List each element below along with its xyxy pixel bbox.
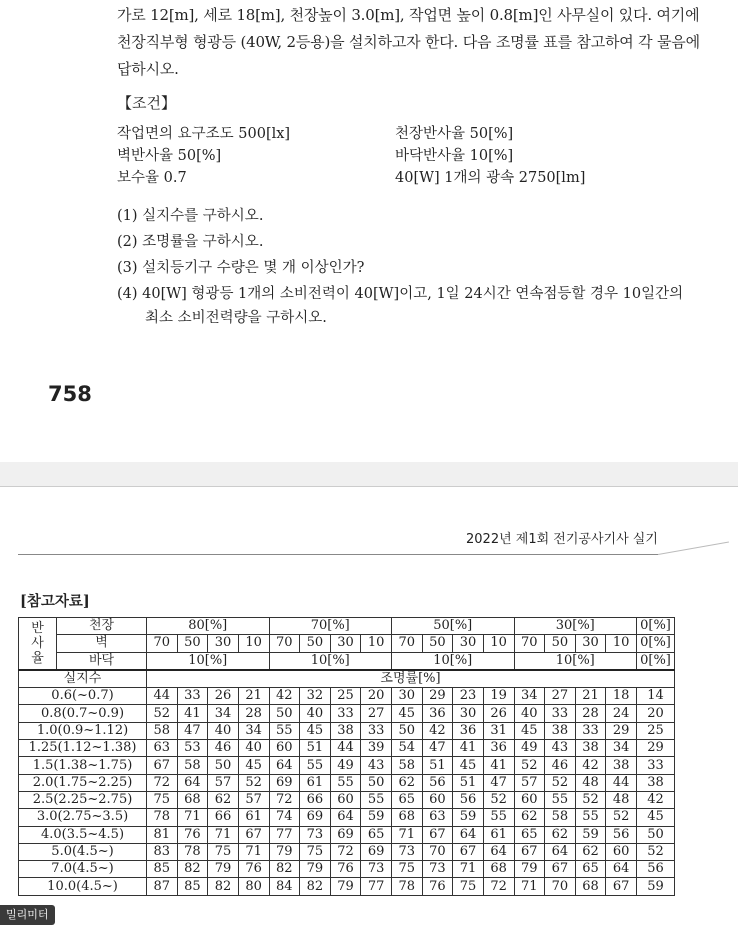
utilization-cell: 73 [300, 826, 331, 843]
room-index-header: 실지수 [19, 670, 147, 688]
utilization-cell: 82 [269, 861, 300, 878]
ceiling-group-70: 70[%] [269, 618, 392, 635]
utilization-cell: 71 [453, 861, 484, 878]
utilization-cell: 38 [330, 722, 361, 739]
utilization-cell: 76 [177, 826, 208, 843]
utilization-cell: 55 [483, 809, 514, 826]
utilization-cell: 24 [606, 705, 637, 722]
wall-value: 10 [606, 635, 637, 652]
floor-group: 10[%] [147, 652, 270, 670]
wall-value: 30 [330, 635, 361, 652]
utilization-cell: 71 [238, 843, 269, 860]
problem-text: 가로 12[m], 세로 18[m], 천장높이 3.0[m], 작업면 높이 0.8[m]인 사무실이 있다. 여기에 천장직부형 형광등 (40W, 2등용)을 설치하고자 한다. 다음 조명률 표를 참고하여 각 물음에 답하시오. [117, 6, 700, 78]
reference-title: [참고자료] [20, 593, 90, 610]
table-row [19, 688, 675, 705]
condition-maintenance-factor: 보수율 0.7 [117, 170, 187, 186]
ceiling-group-50: 50[%] [392, 618, 515, 635]
utilization-cell: 73 [422, 861, 453, 878]
room-index-cell: 10.0(4.5~) [19, 878, 147, 895]
utilization-cell: 50 [392, 722, 423, 739]
utilization-cell: 51 [422, 757, 453, 774]
utilization-cell: 62 [514, 809, 545, 826]
utilization-cell: 75 [208, 843, 239, 860]
utilization-cell: 59 [361, 809, 392, 826]
utilization-cell: 70 [545, 878, 576, 895]
table-row [19, 826, 675, 843]
utilization-cell: 52 [606, 809, 637, 826]
utilization-cell: 41 [453, 740, 484, 757]
condition-ceiling-reflectance: 천장반사율 50[%] [395, 126, 514, 142]
utilization-cell: 74 [269, 809, 300, 826]
utilization-cell: 47 [422, 740, 453, 757]
utilization-cell: 80 [238, 878, 269, 895]
utilization-cell: 34 [208, 705, 239, 722]
utilization-cell: 21 [575, 688, 606, 705]
utilization-cell: 58 [147, 722, 178, 739]
utilization-cell: 84 [269, 878, 300, 895]
utilization-cell: 85 [147, 861, 178, 878]
utilization-cell: 55 [300, 757, 331, 774]
utilization-cell: 55 [269, 722, 300, 739]
table-row [19, 843, 675, 860]
utilization-cell: 45 [514, 722, 545, 739]
wall-value: 10 [361, 635, 392, 652]
utilization-cell: 64 [606, 861, 637, 878]
utilization-cell: 62 [545, 826, 576, 843]
utilization-cell: 67 [147, 757, 178, 774]
utilization-cell: 67 [606, 878, 637, 895]
utilization-cell: 30 [392, 688, 423, 705]
utilization-cell: 76 [422, 878, 453, 895]
room-index-cell: 7.0(4.5~) [19, 861, 147, 878]
floor-group: 10[%] [269, 652, 392, 670]
utilization-cell: 73 [361, 861, 392, 878]
utilization-cell: 60 [269, 740, 300, 757]
utilization-cell: 50 [208, 757, 239, 774]
utilization-cell: 68 [177, 791, 208, 808]
utilization-cell: 68 [392, 809, 423, 826]
utilization-cell: 19 [483, 688, 514, 705]
utilization-cell: 50 [361, 774, 392, 791]
wall-value: 70 [269, 635, 300, 652]
utilization-cell: 41 [483, 757, 514, 774]
ceiling-group-0: 0[%] [637, 618, 675, 635]
utilization-cell: 78 [177, 843, 208, 860]
page-divider [0, 486, 738, 487]
utilization-cell: 64 [545, 843, 576, 860]
utilization-cell: 73 [392, 843, 423, 860]
question-3: (3) 설치등기구 수량은 몇 개 이상인가? [117, 260, 365, 276]
utilization-table [18, 617, 675, 896]
utilization-cell: 44 [147, 688, 178, 705]
condition-luminous-flux: 40[W] 1개의 광속 2750[lm] [395, 170, 586, 186]
utilization-cell: 29 [422, 688, 453, 705]
utilization-cell: 67 [453, 843, 484, 860]
condition-floor-reflectance: 바닥반사율 10[%] [395, 148, 514, 164]
wall-value: 70 [392, 635, 423, 652]
utilization-cell: 82 [300, 878, 331, 895]
utilization-cell: 61 [238, 809, 269, 826]
question-2: (2) 조명률을 구하시오. [117, 234, 264, 250]
utilization-cell: 67 [238, 826, 269, 843]
wall-label: 벽 [57, 635, 147, 652]
ceiling-group-80: 80[%] [147, 618, 270, 635]
utilization-cell: 78 [392, 878, 423, 895]
utilization-cell: 42 [575, 757, 606, 774]
utilization-cell: 34 [606, 740, 637, 757]
utilization-cell: 61 [300, 774, 331, 791]
utilization-cell: 59 [453, 809, 484, 826]
overlay-badge: 밀리미터 [0, 905, 55, 925]
utilization-cell: 44 [330, 740, 361, 757]
utilization-cell: 79 [269, 843, 300, 860]
utilization-cell: 72 [147, 774, 178, 791]
utilization-cell: 28 [238, 705, 269, 722]
utilization-cell: 51 [453, 774, 484, 791]
utilization-cell: 55 [545, 791, 576, 808]
utilization-cell: 52 [637, 843, 675, 860]
utilization-cell: 56 [637, 861, 675, 878]
utilization-cell: 33 [637, 757, 675, 774]
utilization-cell: 87 [147, 878, 178, 895]
conditions-title: 【조건】 [117, 94, 176, 112]
room-index-cell: 1.5(1.38~1.75) [19, 757, 147, 774]
floor-group: 10[%] [514, 652, 637, 670]
running-header: 2022년 제1회 전기공사기사 실기 [466, 532, 658, 547]
utilization-cell: 47 [483, 774, 514, 791]
utilization-cell: 25 [637, 722, 675, 739]
utilization-cell: 55 [330, 774, 361, 791]
utilization-cell: 38 [575, 740, 606, 757]
utilization-cell: 32 [300, 688, 331, 705]
utilization-cell: 62 [392, 774, 423, 791]
utilization-cell: 49 [330, 757, 361, 774]
utilization-cell: 33 [575, 722, 606, 739]
utilization-cell: 70 [422, 843, 453, 860]
utilization-cell: 59 [637, 878, 675, 895]
utilization-cell: 69 [330, 826, 361, 843]
utilization-cell: 81 [147, 826, 178, 843]
wall-value: 30 [453, 635, 484, 652]
utilization-cell: 41 [177, 705, 208, 722]
utilization-cell: 36 [453, 722, 484, 739]
table-row [19, 791, 675, 808]
utilization-cell: 20 [361, 688, 392, 705]
utilization-cell: 38 [606, 757, 637, 774]
utilization-cell: 75 [453, 878, 484, 895]
utilization-cell: 55 [575, 809, 606, 826]
utilization-cell: 67 [422, 826, 453, 843]
utilization-cell: 42 [269, 688, 300, 705]
utilization-cell: 25 [330, 688, 361, 705]
question-4: (4) 40[W] 형광등 1개의 소비전력이 40[W]이고, 1일 24시간 연속점등할 경우 10일간의 [117, 286, 684, 302]
utilization-cell: 75 [147, 791, 178, 808]
utilization-cell: 79 [330, 878, 361, 895]
ceiling-group-30: 30[%] [514, 618, 637, 635]
utilization-cell: 67 [545, 861, 576, 878]
utilization-cell: 45 [392, 705, 423, 722]
utilization-cell: 23 [453, 688, 484, 705]
utilization-cell: 65 [514, 826, 545, 843]
utilization-cell: 65 [392, 791, 423, 808]
floor-group: 0[%] [637, 652, 675, 670]
utilization-cell: 26 [208, 688, 239, 705]
utilization-cell: 71 [177, 809, 208, 826]
utilization-cell: 44 [606, 774, 637, 791]
utilization-cell: 64 [483, 843, 514, 860]
utilization-cell: 36 [422, 705, 453, 722]
utilization-cell: 48 [606, 791, 637, 808]
utilization-cell: 71 [208, 826, 239, 843]
room-index-cell: 0.8(0.7~0.9) [19, 705, 147, 722]
utilization-cell: 42 [637, 791, 675, 808]
room-index-cell: 1.25(1.12~1.38) [19, 740, 147, 757]
room-index-cell: 0.6(~0.7) [19, 688, 147, 705]
utilization-cell: 64 [177, 774, 208, 791]
utilization-cell: 45 [300, 722, 331, 739]
utilization-cell: 66 [208, 809, 239, 826]
utilization-cell: 46 [545, 757, 576, 774]
table-row [19, 861, 675, 878]
utilization-cell: 57 [208, 774, 239, 791]
utilization-cell: 21 [238, 688, 269, 705]
utilization-cell: 55 [361, 791, 392, 808]
utilization-cell: 64 [269, 757, 300, 774]
question-4-cont: 최소 소비전력량을 구하시오. [145, 310, 327, 326]
wall-value: 50 [422, 635, 453, 652]
utilization-cell: 61 [483, 826, 514, 843]
utilization-cell: 29 [606, 722, 637, 739]
utilization-cell: 60 [514, 791, 545, 808]
utilization-cell: 54 [392, 740, 423, 757]
wall-value: 0[%] [637, 635, 675, 652]
wall-value: 10 [238, 635, 269, 652]
utilization-cell: 43 [361, 757, 392, 774]
utilization-cell: 52 [514, 757, 545, 774]
floor-group: 10[%] [392, 652, 515, 670]
page-gap [0, 462, 738, 486]
utilization-cell: 56 [422, 774, 453, 791]
utilization-header: 조명률[%] [147, 670, 675, 688]
utilization-cell: 53 [177, 740, 208, 757]
ceiling-label: 천장 [57, 618, 147, 635]
wall-value: 10 [483, 635, 514, 652]
header-rule [18, 554, 658, 555]
utilization-cell: 82 [208, 878, 239, 895]
wall-value: 70 [147, 635, 178, 652]
utilization-cell: 34 [514, 688, 545, 705]
utilization-cell: 40 [238, 740, 269, 757]
utilization-cell: 30 [453, 705, 484, 722]
utilization-cell: 27 [545, 688, 576, 705]
utilization-cell: 45 [453, 757, 484, 774]
utilization-cell: 57 [514, 774, 545, 791]
utilization-cell: 68 [575, 878, 606, 895]
utilization-cell: 45 [637, 809, 675, 826]
utilization-cell: 40 [300, 705, 331, 722]
table-row [19, 705, 675, 722]
wall-value: 70 [514, 635, 545, 652]
utilization-cell: 50 [637, 826, 675, 843]
utilization-cell: 46 [208, 740, 239, 757]
utilization-cell: 63 [422, 809, 453, 826]
utilization-cell: 40 [208, 722, 239, 739]
utilization-cell: 78 [147, 809, 178, 826]
header-rule-tail [658, 542, 729, 555]
utilization-cell: 72 [483, 878, 514, 895]
utilization-cell: 52 [483, 791, 514, 808]
utilization-cell: 71 [392, 826, 423, 843]
utilization-cell: 71 [514, 878, 545, 895]
utilization-cell: 69 [269, 774, 300, 791]
utilization-cell: 77 [361, 878, 392, 895]
utilization-cell: 62 [208, 791, 239, 808]
utilization-cell: 60 [422, 791, 453, 808]
page-number: 758 [48, 382, 92, 406]
utilization-cell: 64 [330, 809, 361, 826]
utilization-cell: 64 [453, 826, 484, 843]
utilization-cell: 76 [238, 861, 269, 878]
utilization-cell: 85 [177, 878, 208, 895]
room-index-cell: 2.0(1.75~2.25) [19, 774, 147, 791]
table-row [19, 722, 675, 739]
room-index-cell: 1.0(0.9~1.12) [19, 722, 147, 739]
utilization-cell: 27 [361, 705, 392, 722]
utilization-cell: 20 [637, 705, 675, 722]
utilization-cell: 62 [575, 843, 606, 860]
utilization-cell: 29 [637, 740, 675, 757]
utilization-cell: 79 [514, 861, 545, 878]
table-row [19, 774, 675, 791]
table-row [19, 809, 675, 826]
utilization-cell: 38 [637, 774, 675, 791]
floor-label: 바닥 [57, 652, 147, 670]
utilization-cell: 14 [637, 688, 675, 705]
utilization-cell: 18 [606, 688, 637, 705]
utilization-cell: 65 [575, 861, 606, 878]
utilization-cell: 52 [545, 774, 576, 791]
utilization-cell: 72 [269, 791, 300, 808]
utilization-cell: 56 [606, 826, 637, 843]
utilization-cell: 45 [238, 757, 269, 774]
utilization-cell: 26 [483, 705, 514, 722]
utilization-cell: 63 [147, 740, 178, 757]
room-index-cell: 4.0(3.5~4.5) [19, 826, 147, 843]
utilization-cell: 51 [300, 740, 331, 757]
utilization-cell: 52 [147, 705, 178, 722]
utilization-cell: 47 [177, 722, 208, 739]
utilization-cell: 75 [392, 861, 423, 878]
utilization-cell: 82 [177, 861, 208, 878]
utilization-cell: 79 [300, 861, 331, 878]
reflectance-label: 반 사 율 [19, 618, 57, 670]
utilization-cell: 69 [300, 809, 331, 826]
utilization-cell: 28 [575, 705, 606, 722]
wall-value: 50 [177, 635, 208, 652]
utilization-cell: 67 [514, 843, 545, 860]
utilization-cell: 48 [575, 774, 606, 791]
room-index-cell: 5.0(4.5~) [19, 843, 147, 860]
utilization-cell: 79 [208, 861, 239, 878]
utilization-cell: 72 [330, 843, 361, 860]
utilization-cell: 33 [177, 688, 208, 705]
utilization-cell: 38 [545, 722, 576, 739]
utilization-cell: 50 [269, 705, 300, 722]
wall-value: 50 [300, 635, 331, 652]
utilization-cell: 34 [238, 722, 269, 739]
utilization-cell: 77 [269, 826, 300, 843]
utilization-cell: 40 [514, 705, 545, 722]
wall-value: 50 [545, 635, 576, 652]
room-index-cell: 3.0(2.75~3.5) [19, 809, 147, 826]
utilization-cell: 33 [545, 705, 576, 722]
utilization-cell: 42 [422, 722, 453, 739]
utilization-cell: 68 [483, 861, 514, 878]
utilization-cell: 52 [238, 774, 269, 791]
room-index-cell: 2.5(2.25~2.75) [19, 791, 147, 808]
wall-value: 30 [208, 635, 239, 652]
utilization-cell: 65 [361, 826, 392, 843]
utilization-cell: 60 [330, 791, 361, 808]
utilization-cell: 31 [483, 722, 514, 739]
utilization-cell: 83 [147, 843, 178, 860]
utilization-cell: 39 [361, 740, 392, 757]
utilization-cell: 69 [361, 843, 392, 860]
utilization-cell: 59 [575, 826, 606, 843]
utilization-cell: 60 [606, 843, 637, 860]
utilization-cell: 56 [453, 791, 484, 808]
question-1: (1) 실지수를 구하시오. [117, 208, 264, 224]
table-row [19, 740, 675, 757]
utilization-cell: 76 [330, 861, 361, 878]
utilization-cell: 58 [392, 757, 423, 774]
condition-wall-reflectance: 벽반사율 50[%] [117, 148, 222, 164]
condition-illuminance: 작업면의 요구조도 500[lx] [117, 126, 291, 142]
utilization-cell: 52 [575, 791, 606, 808]
utilization-cell: 75 [300, 843, 331, 860]
utilization-cell: 49 [514, 740, 545, 757]
utilization-cell: 43 [545, 740, 576, 757]
utilization-cell: 36 [483, 740, 514, 757]
utilization-cell: 58 [177, 757, 208, 774]
utilization-cell: 33 [361, 722, 392, 739]
wall-value: 30 [575, 635, 606, 652]
table-row [19, 757, 675, 774]
utilization-cell: 57 [238, 791, 269, 808]
table-row [19, 878, 675, 895]
utilization-cell: 66 [300, 791, 331, 808]
utilization-cell: 58 [545, 809, 576, 826]
utilization-cell: 33 [330, 705, 361, 722]
